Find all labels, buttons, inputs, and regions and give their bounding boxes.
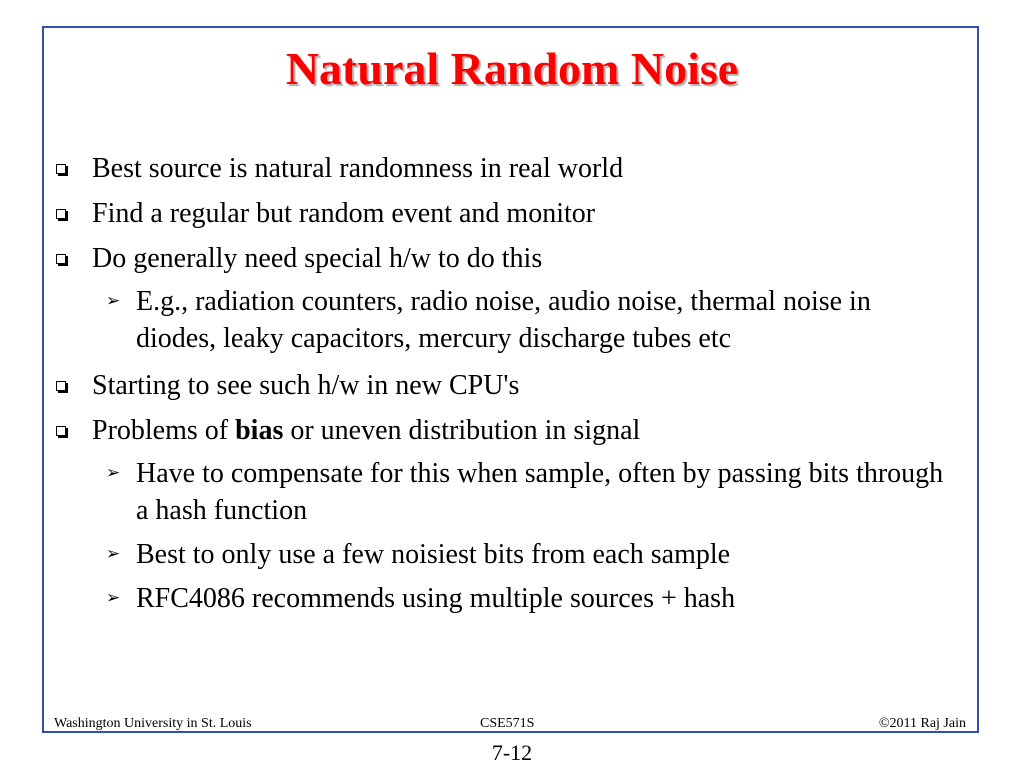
bullet-item xyxy=(54,369,954,403)
footer-course: CSE571S xyxy=(480,716,535,731)
bullet-text: Best source is natural randomness in real world xyxy=(92,153,624,184)
footer-institution: Washington University in St. Louis xyxy=(54,716,252,731)
bullet-text-pre: Problems of xyxy=(92,415,236,446)
arrowhead-bullet-icon: ➢ xyxy=(106,544,121,564)
bullet-text-bold: bias xyxy=(235,415,284,446)
bullet-item xyxy=(54,414,954,448)
hollow-square-bullet-icon xyxy=(56,254,66,264)
sub-bullet-text: Best to only use a few noisiest bits from each sample xyxy=(136,539,731,570)
hollow-square-bullet-icon xyxy=(56,426,66,436)
bullet-text-post: or uneven distribution in signal xyxy=(283,415,641,446)
page-number: 7-12 xyxy=(491,740,533,765)
hollow-square-bullet-icon xyxy=(56,164,66,174)
bullet-item xyxy=(54,152,954,186)
sub-bullet-item xyxy=(54,580,954,617)
sub-bullet-item xyxy=(54,536,954,573)
hollow-square-bullet-icon xyxy=(56,209,66,219)
sub-bullet-item xyxy=(54,455,954,529)
sub-bullet-text: E.g., radiation counters, radio noise, audio noise, thermal noise in diodes, leaky capacitors, mercury discharge tubes etc xyxy=(136,286,871,354)
arrowhead-bullet-icon: ➢ xyxy=(106,588,121,608)
footer-copyright: ©2011 Raj Jain xyxy=(878,716,966,731)
sub-bullet-item xyxy=(54,283,954,357)
slide-title: Natural Random Noise xyxy=(285,43,739,94)
bullet-item xyxy=(54,197,954,231)
bullet-item xyxy=(54,242,954,276)
bullet-list xyxy=(54,152,954,624)
bullet-text: Starting to see such h/w in new CPU's xyxy=(92,370,520,401)
arrowhead-bullet-icon: ➢ xyxy=(106,291,121,311)
sub-bullet-text: Have to compensate for this when sample, often by passing bits through a hash function xyxy=(136,458,944,526)
hollow-square-bullet-icon xyxy=(56,381,66,391)
arrowhead-bullet-icon: ➢ xyxy=(106,463,121,483)
bullet-text: Do generally need special h/w to do this xyxy=(92,243,543,274)
sub-bullet-text: RFC4086 recommends using multiple sources + hash xyxy=(136,583,736,614)
bullet-text: Find a regular but random event and monitor xyxy=(92,198,596,229)
